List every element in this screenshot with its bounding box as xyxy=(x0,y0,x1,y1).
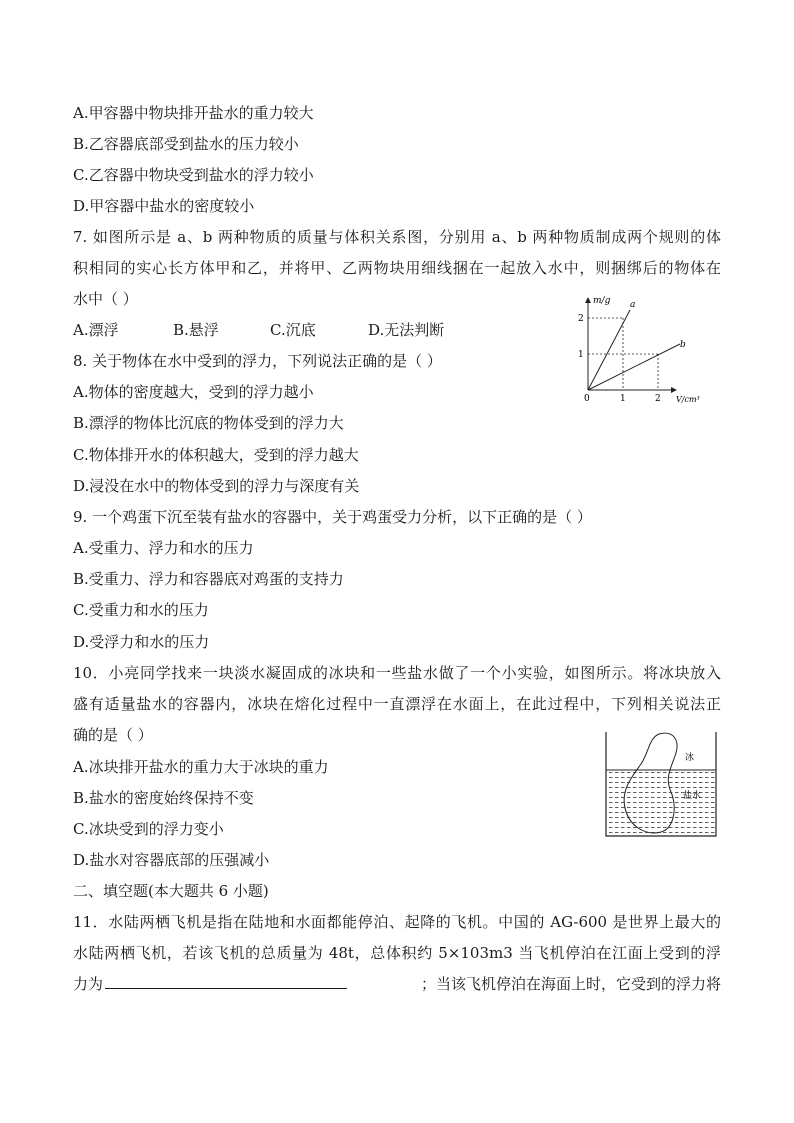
brine-label: 盐水 xyxy=(683,791,702,801)
q8-option-c: C.物体排开水的体积越大，受到的浮力越大 xyxy=(73,446,359,464)
q11-line1: 11．水陆两栖飞机是指在陆地和水面都能停泊、起降的飞机。中国的 AG-600 是世界上最大的 xyxy=(73,913,721,931)
graph-origin-label: 0 xyxy=(584,394,590,404)
graph-line-b-label: b xyxy=(680,340,686,350)
q6-option-d: D.甲容器中盐水的密度较小 xyxy=(73,197,255,215)
q8-option-a: A.物体的密度越大，受到的浮力越小 xyxy=(73,383,314,401)
graph-x-tick-2: 2 xyxy=(655,394,661,404)
q10-stem-line3: 确的是（ ） xyxy=(73,726,153,744)
q10-option-b: B.盐水的密度始终保持不变 xyxy=(73,789,254,807)
q11-line3-start: 力为 xyxy=(73,975,104,993)
q6-option-b: B.乙容器底部受到盐水的压力较小 xyxy=(73,135,299,153)
graph-x-tick-1: 1 xyxy=(620,394,626,404)
graph-line-b xyxy=(588,344,680,390)
q7-stem-line2: 积相同的实心长方体甲和乙，并将甲、乙两物块用细线捆在一起放入水中，则捆绑后的物体在 xyxy=(73,259,721,277)
q6-option-a: A.甲容器中物块排开盐水的重力较大 xyxy=(73,104,314,122)
mass-volume-graph xyxy=(576,292,716,408)
q7-option-d: D.无法判断 xyxy=(368,321,445,339)
q7-stem-line1: 7. 如图所示是 a、b 两种物质的质量与体积关系图，分别用 a、b 两种物质制成两个规则的体 xyxy=(73,228,721,246)
q7-option-a: A.漂浮 xyxy=(73,321,119,339)
q10-stem-line1: 10．小亮同学找来一块淡水凝固成的冰块和一些盐水做了一个小实验，如图所示。将冰块放入 xyxy=(73,664,721,682)
q8-option-b: B.漂浮的物体比沉底的物体受到的浮力大 xyxy=(73,414,344,432)
q8-option-d: D.浸没在水中的物体受到的浮力与深度有关 xyxy=(73,477,360,495)
answer-blank[interactable] xyxy=(105,974,347,989)
q7-option-c: C.沉底 xyxy=(270,321,316,339)
graph-line-a-label: a xyxy=(630,300,636,310)
q9-option-a: A.受重力、浮力和水的压力 xyxy=(73,539,254,557)
graph-y-tick-1: 1 xyxy=(578,350,584,360)
q7-stem-line3: 水中（ ） xyxy=(73,290,138,308)
q10-option-d: D.盐水对容器底部的压强减小 xyxy=(73,851,270,869)
q10-stem-line2: 盛有适量盐水的容器内，冰块在熔化过程中一直漂浮在水面上，在此过程中，下列相关说法正 xyxy=(73,695,721,713)
q11-line2: 水陆两栖飞机，若该飞机的总质量为 48t，总体积约 5×103m3 当飞机停泊在江面上受到的浮 xyxy=(73,944,721,962)
q8-stem: 8. 关于物体在水中受到的浮力，下列说法正确的是（ ） xyxy=(73,352,442,370)
q9-option-c: C.受重力和水的压力 xyxy=(73,601,209,619)
q6-option-c: C.乙容器中物块受到盐水的浮力较小 xyxy=(73,166,314,184)
graph-x-axis-label: V/cm³ xyxy=(676,395,700,404)
q7-options xyxy=(73,320,533,340)
q11-line3 xyxy=(73,974,721,994)
q9-stem: 9. 一个鸡蛋下沉至装有盐水的容器中，关于鸡蛋受力分析，以下正确的是（ ） xyxy=(73,508,592,526)
q11-line3-end: ；当该飞机停泊在海面上时，它受到的浮力将 xyxy=(420,975,721,993)
graph-line-a xyxy=(588,310,630,390)
graph-y-axis-label: m/g xyxy=(593,296,611,306)
q10-option-a: A.冰块排开盐水的重力大于冰块的重力 xyxy=(73,758,329,776)
q7-option-b: B.悬浮 xyxy=(173,321,219,339)
q10-option-c: C.冰块受到的浮力变小 xyxy=(73,820,224,838)
section-2-title: 二、填空题(本大题共 6 小题) xyxy=(73,882,269,900)
ice-label: 冰 xyxy=(685,753,695,763)
q9-option-b: B.受重力、浮力和容器底对鸡蛋的支持力 xyxy=(73,570,344,588)
q9-option-d: D.受浮力和水的压力 xyxy=(73,633,210,651)
ice-brine-figure xyxy=(603,730,719,840)
graph-y-tick-2: 2 xyxy=(578,314,584,324)
brine-water xyxy=(606,770,716,836)
